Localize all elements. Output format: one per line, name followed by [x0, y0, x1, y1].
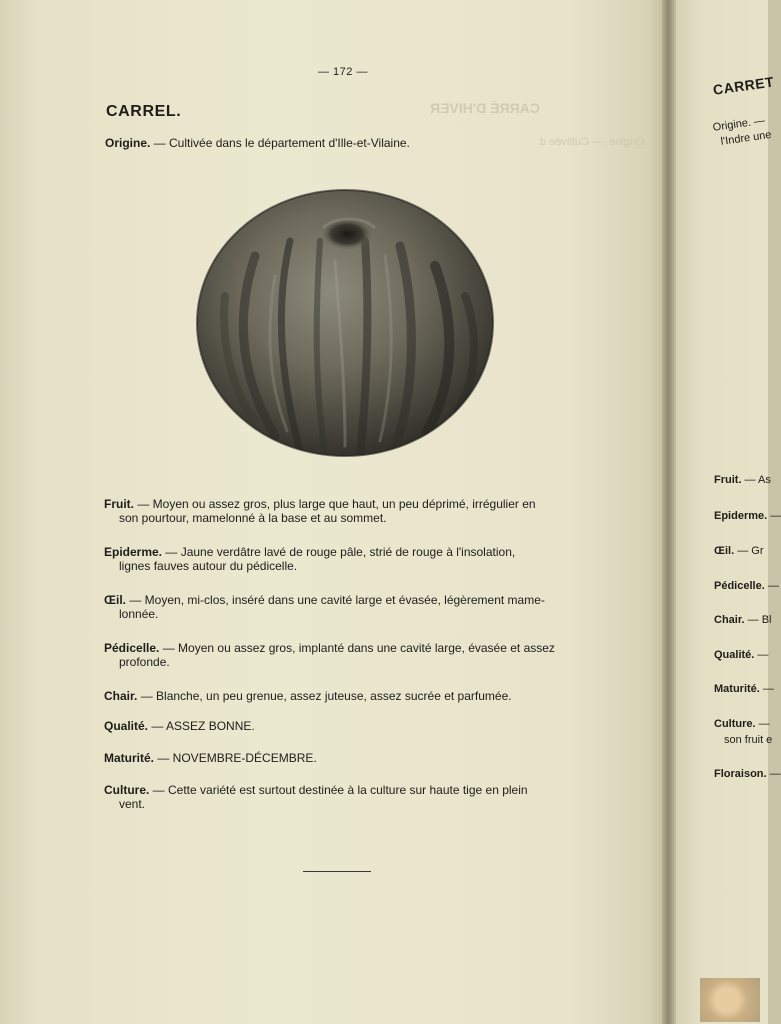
entry-label: Chair. [104, 689, 138, 703]
entry-text: — Jaune verdâtre lavé de rouge pâle, strié de rouge à l'insolation, [162, 545, 516, 559]
right-page [676, 0, 781, 1024]
entry-pedicelle [104, 641, 582, 669]
entry-label: Culture. [104, 783, 150, 797]
right-page-entry: Qualité. — [714, 649, 769, 661]
origin-line [105, 136, 410, 150]
entry-label: Qualité. [104, 719, 149, 733]
entry-epiderme [104, 545, 582, 573]
origin-label: Origine. [105, 136, 151, 150]
page-number: — 172 — [318, 66, 368, 78]
right-page-entry: Epiderme. — [714, 510, 781, 522]
end-rule [303, 871, 371, 872]
entry-label: Epiderme. [104, 545, 163, 559]
right-page-entry: Culture. — [714, 718, 770, 730]
origin-text: — Cultivée dans le département d'Ille-et-Vilaine. [150, 136, 410, 150]
entry-text: — Moyen ou assez gros, implanté dans une cavité large, évasée et assez [159, 641, 555, 655]
bleed-through-origin: Origine. — Cultivée d [540, 136, 645, 148]
entry-qualite [104, 719, 582, 733]
book-gutter [662, 0, 676, 1024]
right-page-entry: Fruit. — As [714, 474, 771, 486]
right-page-origin: Origine. — [712, 114, 766, 134]
variety-title: CARREL. [106, 103, 182, 120]
entry-maturite [104, 751, 582, 765]
corner-thumbnail [700, 978, 760, 1022]
entry-text: — Cette variété est surtout destinée à la culture sur haute tige en plein [149, 783, 528, 797]
entry-oeil [104, 593, 582, 621]
right-page-entry: Floraison. — [714, 768, 781, 780]
right-page-origin-continuation: l'Indre une [720, 128, 773, 148]
right-page-title: CARRET [712, 73, 775, 98]
entry-continuation: lignes fauves autour du pédicelle. [119, 559, 298, 573]
entry-text: — ASSEZ BONNE. [148, 719, 255, 733]
entry-continuation: profonde. [119, 655, 170, 669]
entry-text: — NOVEMBRE-DÉCEMBRE. [154, 751, 317, 765]
entry-continuation: lonnée. [119, 607, 159, 621]
right-page-entry: Œil. — Gr [714, 545, 764, 557]
entry-label: Pédicelle. [104, 641, 160, 655]
right-page-entry-continuation: son fruit e [724, 734, 773, 746]
entry-continuation: vent. [119, 797, 146, 811]
entry-label: Maturité. [104, 751, 155, 765]
apple-photo [195, 186, 495, 458]
entry-fruit [104, 497, 582, 525]
entry-text: — Blanche, un peu grenue, assez juteuse, assez sucrée et parfumée. [137, 689, 512, 703]
entry-label: Fruit. [104, 497, 134, 511]
right-page-entry: Maturité. — [714, 683, 774, 695]
entry-text: — Moyen ou assez gros, plus large que haut, un peu déprimé, irrégulier en [134, 497, 536, 511]
entry-text: — Moyen, mi-clos, inséré dans une cavité large et évasée, légèrement mame- [126, 593, 545, 607]
entry-chair [104, 689, 582, 703]
entry-label: Œil. [104, 593, 127, 607]
right-page-entry: Pédicelle. — [714, 580, 779, 592]
right-page-entry: Chair. — Bl [714, 614, 772, 626]
bleed-through-title: CARRÉ D'HIVER [430, 100, 540, 116]
entry-culture [104, 783, 582, 811]
entry-continuation: son pourtour, mamelonné à la base et au sommet. [119, 511, 387, 525]
